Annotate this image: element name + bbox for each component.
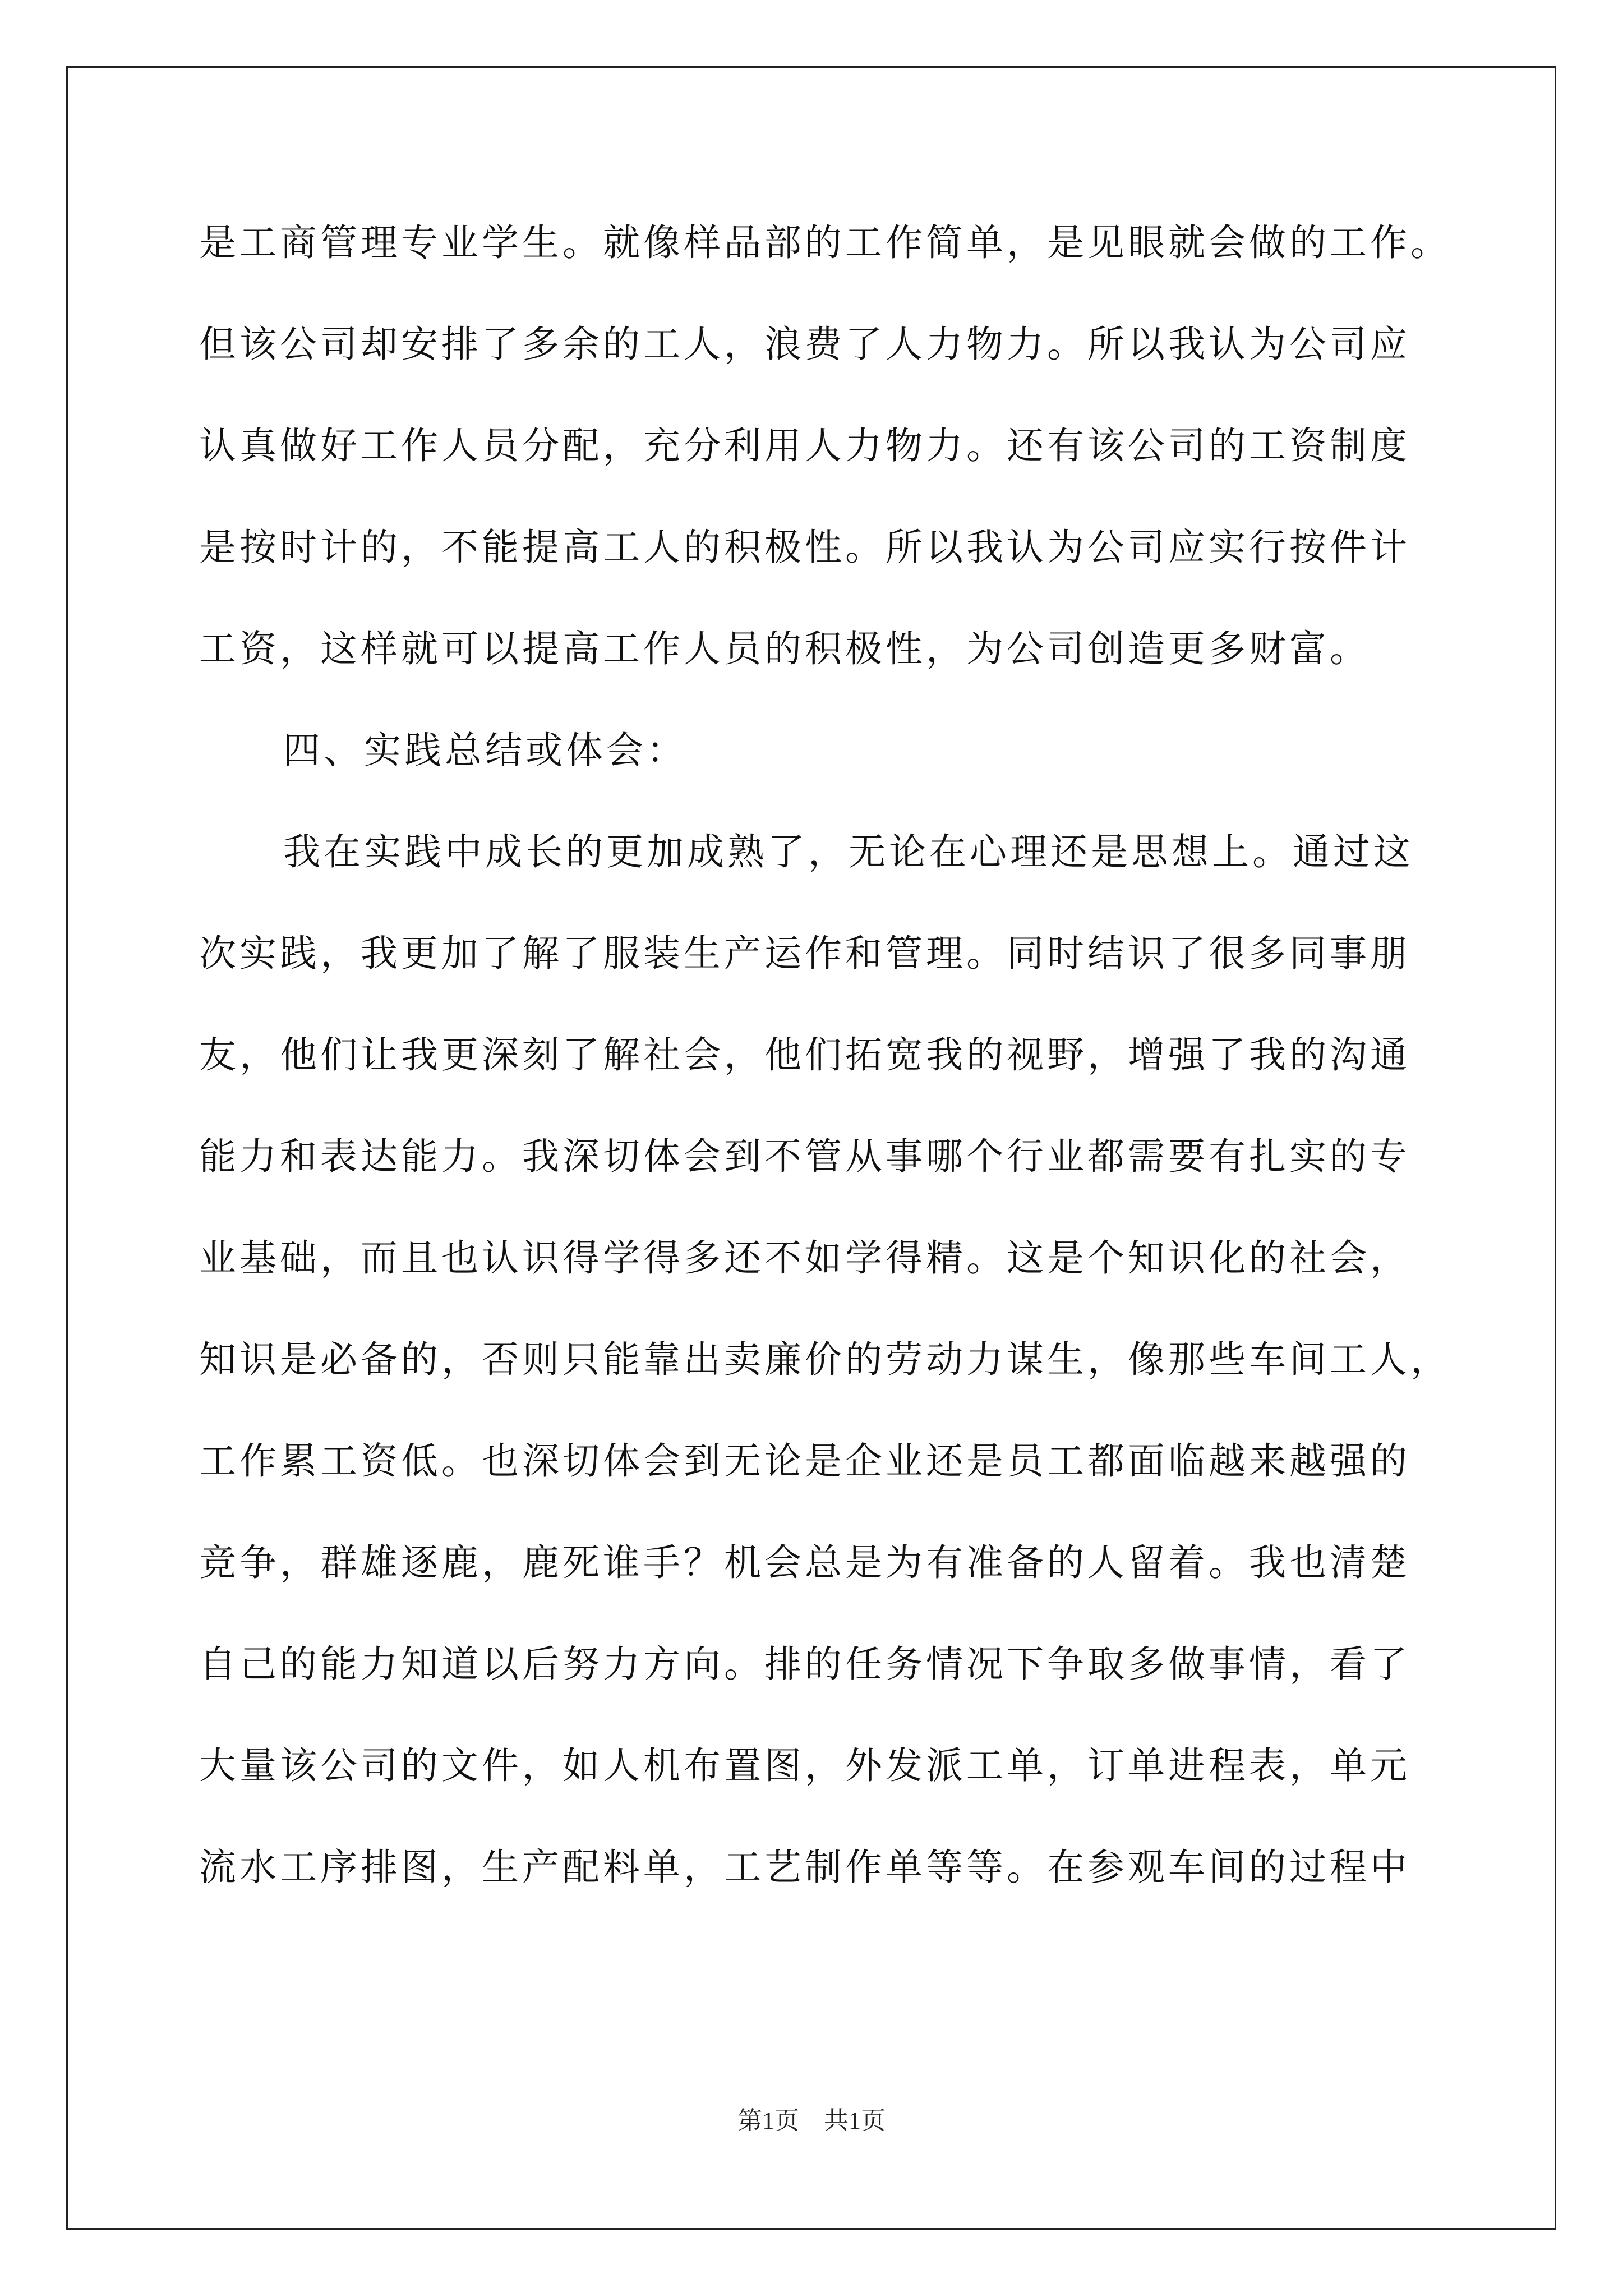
text-line: 业基础，而且也认识得学得多还不如学得精。这是个知识化的社会， bbox=[199, 1236, 1410, 1280]
text-line: 友，他们让我更深刻了解社会，他们拓宽我的视野，增强了我的沟通 bbox=[199, 1033, 1410, 1076]
text-line: 竞争，群雄逐鹿，鹿死谁手？机会总是为有准备的人留着。我也清楚 bbox=[199, 1541, 1410, 1584]
text-line: 是工商管理专业学生。就像样品部的工作简单，是见眼就会做的工作。 bbox=[199, 221, 1451, 264]
text-line: 次实践，我更加了解了服装生产运作和管理。同时结识了很多同事朋 bbox=[199, 932, 1410, 975]
paragraph-first-line: 我在实践中成长的更加成熟了，无论在心理还是思想上。通过这 bbox=[283, 830, 1414, 873]
document-body bbox=[199, 212, 1461, 1938]
text-line: 能力和表达能力。我深切体会到不管从事哪个行业都需要有扎实的专 bbox=[199, 1135, 1410, 1178]
text-line: 大量该公司的文件，如人机布置图，外发派工单，订单进程表，单元 bbox=[199, 1744, 1410, 1787]
text-line: 自己的能力知道以后努力方向。排的任务情况下争取多做事情，看了 bbox=[199, 1642, 1410, 1686]
text-line: 工资，这样就可以提高工作人员的积极性，为公司创造更多财富。 bbox=[199, 627, 1370, 670]
text-line: 流水工序排图，生产配料单，工艺制作单等等。在参观车间的过程中 bbox=[199, 1846, 1410, 1889]
text-line: 认真做好工作人员分配，充分利用人力物力。还有该公司的工资制度 bbox=[199, 424, 1410, 467]
section-heading: 四、实践总结或体会： bbox=[283, 729, 687, 772]
text-line: 但该公司却安排了多余的工人，浪费了人力物力。所以我认为公司应 bbox=[199, 323, 1410, 366]
page-footer: 第1页 共1页 bbox=[737, 2107, 886, 2134]
text-line: 是按时计的，不能提高工人的积极性。所以我认为公司应实行按件计 bbox=[199, 526, 1410, 569]
text-line: 工作累工资低。也深切体会到无论是企业还是员工都面临越来越强的 bbox=[199, 1439, 1410, 1483]
text-line: 知识是必备的，否则只能靠出卖廉价的劳动力谋生，像那些车间工人， bbox=[199, 1338, 1451, 1381]
